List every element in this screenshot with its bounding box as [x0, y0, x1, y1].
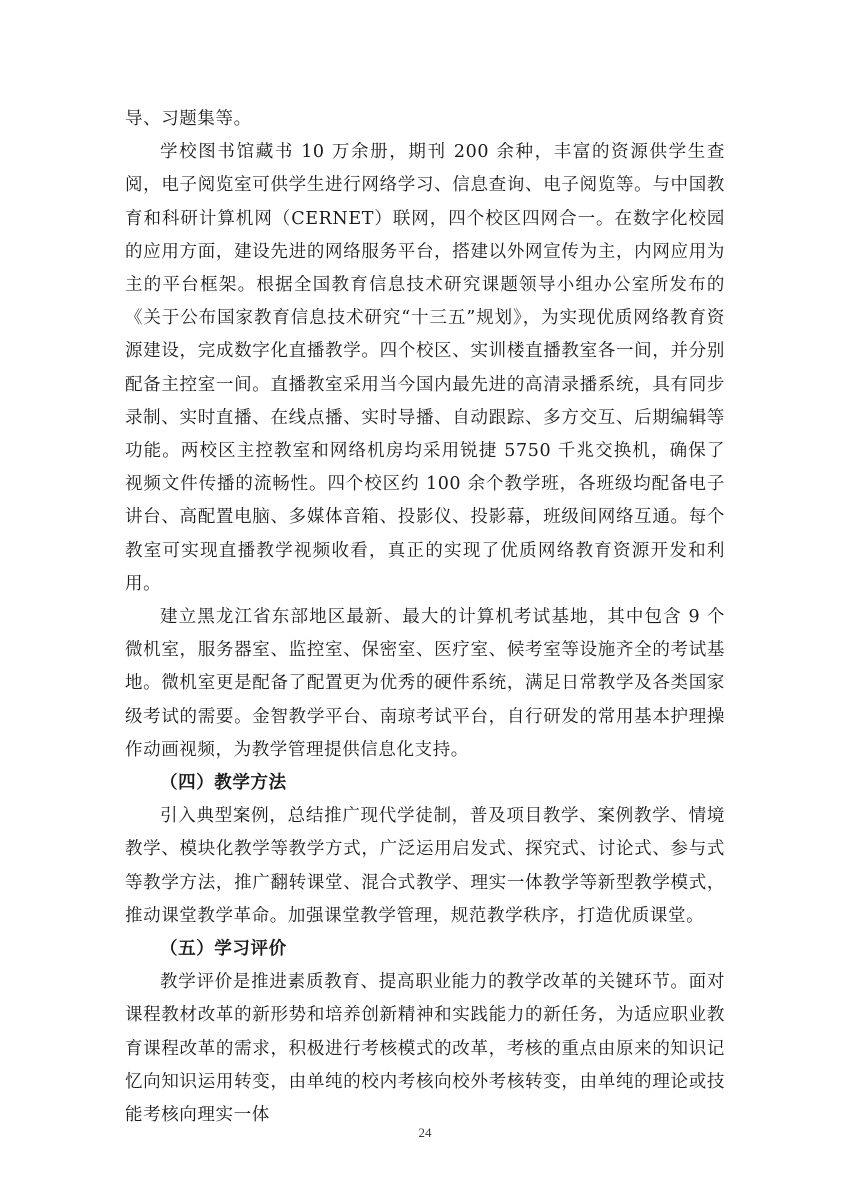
section-heading-learning-evaluation: （五）学习评价: [160, 939, 287, 960]
section-heading-teaching-methods: （四）教学方法: [160, 773, 287, 794]
paragraph-continuation: 导、习题集等。: [125, 109, 252, 129]
document-body: [125, 103, 725, 1132]
paragraph-exam-base: 建立黑龙江省东部地区最新、最大的计算机考试基地，其中包含 9 个微机室，服务器室、监控室、保密室、医疗室、候考室等设施齐全的考试基地。微机室更是配备了配置更为优秀的硬件系统，满足日常教学及各类国家级考试的需要。金智教学平台、南琼考试平台，自行研发的常用基本护理操作动画视频，为教学管理提供信息化支持。: [125, 607, 725, 760]
paragraph-learning-evaluation: 教学评价是推进素质教育、提高职业能力的教学改革的关键环节。面对课程教材改革的新形势和培养创新精神和实践能力的新任务，为适应职业教育课程改革的需求，积极进行考核模式的改革，考核的重点由原来的知识记忆向知识运用转变，由单纯的校内考核向校外考核转变，由单纯的理论或技能考核向理实一体: [125, 972, 725, 1126]
page-number: 24: [418, 1125, 432, 1140]
paragraph-teaching-methods: 引入典型案例，总结推广现代学徒制，普及项目教学、案例教学、情境教学、模块化教学等教学方式，广泛运用启发式、探究式、讨论式、参与式等教学方法，推广翻转课堂、混合式教学、理实一体教学等新型教学模式，推动课堂教学革命。加强课堂教学管理，规范教学秩序，打造优质课堂。: [125, 806, 725, 926]
paragraph-library-resources: 学校图书馆藏书 10 万余册，期刊 200 余种，丰富的资源供学生查阅，电子阅览室可供学生进行网络学习、信息查询、电子阅览等。与中国教育和科研计算机网（CERNET）联网，四个校区四网合一。在数字化校园的应用方面，建设先进的网络服务平台，搭建以外网宣传为主，内网应用为主的平台框架。根据全国教育信息技术研究课题领导小组办公室所发布的《关于公布国家教育信息技术研究“十三五”规划》，为实现优质网络教育资源建设，完成数字化直播教学。四个校区、实训楼直播教室各一间，并分别配备主控室一间。直播教室采用当今国内最先进的高清录播系统，具有同步录制、实时直播、在线点播、实时导播、自动跟踪、多方交互、后期编辑等功能。两校区主控教室和网络机房均采用锐捷 5750 千兆交换机，确保了视频文件传播的流畅性。四个校区约 100 余个教学班，各班级均配备电子讲台、高配置电脑、多媒体音箱、投影仪、投影幕，班级间网络互通。每个教室可实现直播教学视频收看，真正的实现了优质网络教育资源开发和利用。: [125, 142, 725, 594]
